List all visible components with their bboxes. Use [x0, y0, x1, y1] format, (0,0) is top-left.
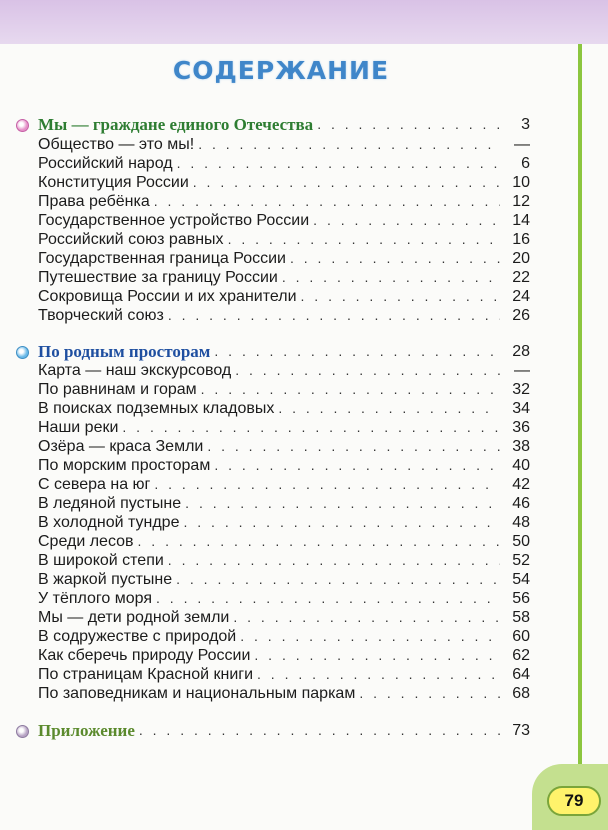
- toc-entry[interactable]: В жаркой пустыне . . . 54: [38, 570, 530, 589]
- toc-entry[interactable]: По морским просторам . . . 40: [38, 456, 530, 475]
- toc-entry[interactable]: В холодной тундре . . . 48: [38, 513, 530, 532]
- page-number: 79: [547, 786, 601, 816]
- toc-entry[interactable]: В ледяной пустыне . . . 46: [38, 494, 530, 513]
- toc-entry[interactable]: У тёплого моря . . . 56: [38, 589, 530, 608]
- toc-entry[interactable]: С севера на юг . . . 42: [38, 475, 530, 494]
- page-title: СОДЕРЖАНИЕ: [172, 56, 390, 85]
- toc-entry[interactable]: Права ребёнка . . . 12: [38, 192, 530, 211]
- toc-entry[interactable]: Государственная граница России . . . 20: [38, 249, 530, 268]
- toc-entry[interactable]: В содружестве с природой . . . 60: [38, 627, 530, 646]
- toc-entry[interactable]: Озёра — краса Земли . . . 38: [38, 437, 530, 456]
- top-band: [0, 0, 608, 44]
- toc-entry[interactable]: Среди лесов . . . 50: [38, 532, 530, 551]
- section-bullet-icon: [16, 346, 29, 359]
- margin-line: [578, 44, 582, 764]
- toc-entry[interactable]: Российский союз равных . . . 16: [38, 230, 530, 249]
- toc-section-heading[interactable]: Приложение . . . 73: [38, 721, 530, 740]
- toc-entry[interactable]: Как сберечь природу России . . . 62: [38, 646, 530, 665]
- toc-entry[interactable]: Сокровища России и их хранители . . . 24: [38, 287, 530, 306]
- toc-section-heading[interactable]: По родным просторам . . . 28: [38, 342, 530, 361]
- toc-entry[interactable]: Наши реки . . . 36: [38, 418, 530, 437]
- section-bullet-icon: [16, 725, 29, 738]
- toc-entry[interactable]: Российский народ . . . 6: [38, 154, 530, 173]
- toc-entry[interactable]: Творческий союз . . . 26: [38, 306, 530, 325]
- toc-entry[interactable]: Общество — это мы! . . . —: [38, 135, 530, 154]
- toc-entry[interactable]: Мы — дети родной земли . . . 58: [38, 608, 530, 627]
- toc-entry[interactable]: По страницам Красной книги . . . 64: [38, 665, 530, 684]
- toc-entry[interactable]: Карта — наш экскурсовод . . . —: [38, 361, 530, 380]
- toc-entry[interactable]: В поисках подземных кладовых . . . 34: [38, 399, 530, 418]
- section-bullet-icon: [16, 119, 29, 132]
- toc-entry[interactable]: Конституция России . . . 10: [38, 173, 530, 192]
- toc-section-heading[interactable]: Мы — граждане единого Отечества . . . 3: [38, 115, 530, 134]
- toc-entry[interactable]: Государственное устройство России . . . 14: [38, 211, 530, 230]
- toc-entry[interactable]: По равнинам и горам . . . 32: [38, 380, 530, 399]
- toc-entry[interactable]: В широкой степи . . . 52: [38, 551, 530, 570]
- toc-entry[interactable]: По заповедникам и национальным паркам . . . 68: [38, 684, 530, 703]
- toc-entry[interactable]: Путешествие за границу России . . . 22: [38, 268, 530, 287]
